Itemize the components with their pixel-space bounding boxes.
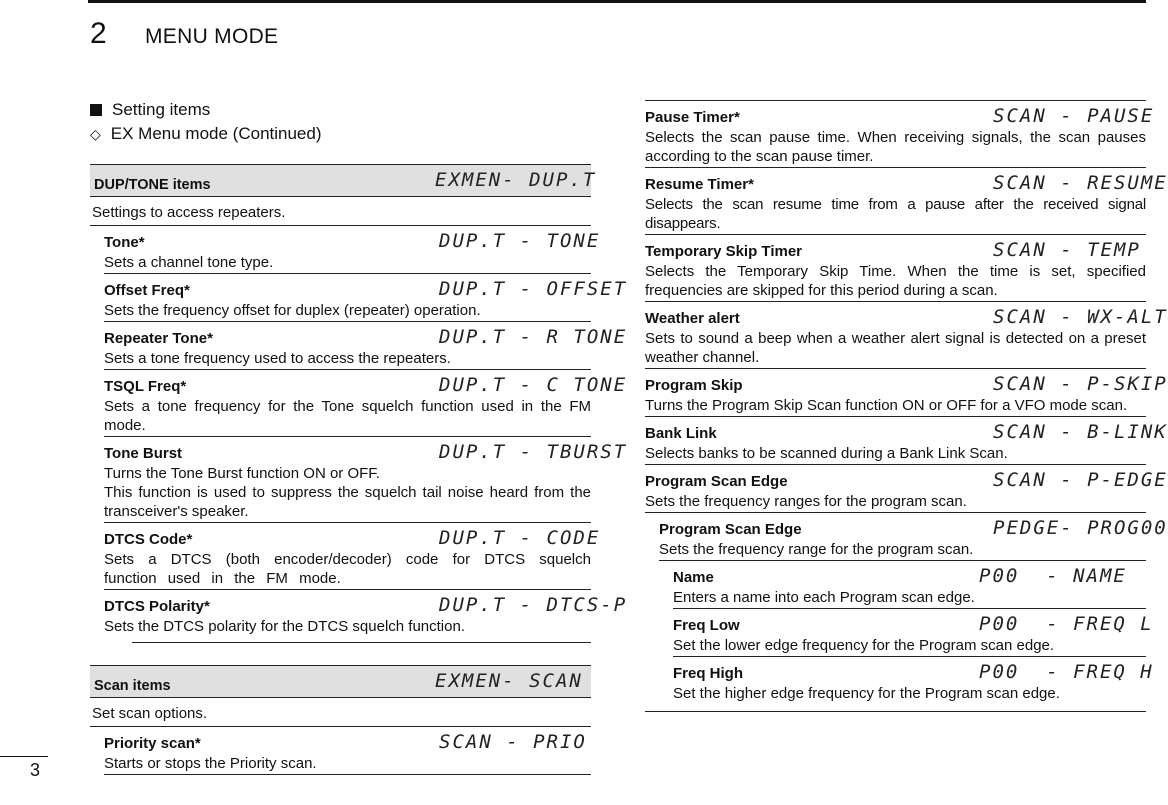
setting-name: Program Scan Edge <box>659 521 802 538</box>
section-end-rule <box>645 711 1146 712</box>
lcd-readout: SCAN - P-SKIP <box>993 373 1168 395</box>
setting-item-weather-alert <box>645 302 1168 369</box>
lcd-readout: P00 - NAME <box>979 565 1127 587</box>
setting-name: Temporary Skip Timer <box>645 243 803 260</box>
lcd-readout: SCAN - P-EDGE <box>993 469 1168 491</box>
setting-item-edge-freq-high <box>673 657 1154 711</box>
setting-item-resume-timer <box>645 168 1168 235</box>
setting-description: Set the higher edge frequency for the Program scan edge. <box>673 685 1060 702</box>
setting-name: Program Scan Edge <box>645 473 788 490</box>
left-column <box>90 164 628 797</box>
setting-name: Priority scan* <box>104 735 201 752</box>
setting-item-dtcs-code <box>104 523 601 590</box>
lcd-readout: SCAN - TEMP <box>993 239 1141 261</box>
lcd-readout: PEDGE- PROG00 <box>993 517 1168 539</box>
lcd-readout: SCAN - RESUME <box>993 172 1168 194</box>
setting-name: Pause Timer* <box>645 109 740 126</box>
setting-item-tsql-freq <box>104 370 628 437</box>
section-heading-text: Setting items <box>112 100 211 119</box>
lcd-readout: DUP.T - OFFSET <box>439 278 628 300</box>
setting-description: Selects banks to be scanned during a Bank Link Scan. <box>645 445 1008 462</box>
setting-description: Selects the scan resume time from a pause after the received signal disappears. <box>645 196 1146 232</box>
lcd-readout: EXMEN- DUP.T <box>435 169 597 191</box>
setting-description: Enters a name into each Program scan edge. <box>673 589 975 606</box>
setting-item-dtcs-polarity <box>104 590 628 642</box>
setting-name: DTCS Polarity* <box>104 598 210 615</box>
diamond-bullet-icon: ◇ <box>90 125 101 142</box>
setting-name: DTCS Code* <box>104 531 193 548</box>
setting-name: Freq High <box>673 665 743 682</box>
page-number: 3 <box>30 760 41 780</box>
setting-item-pause-timer <box>645 100 1155 168</box>
setting-item-edge-freq-low <box>673 609 1154 657</box>
lcd-readout: P00 - FREQ H <box>979 661 1154 683</box>
setting-name: Tone Burst <box>104 445 183 462</box>
setting-name: Tone* <box>104 234 145 251</box>
section-heading <box>90 100 210 120</box>
setting-description: Sets a channel tone type. <box>104 254 274 271</box>
square-bullet-icon <box>90 104 102 116</box>
chapter-title: MENU MODE <box>145 25 279 48</box>
setting-name: Bank Link <box>645 425 717 442</box>
setting-name: Program Skip <box>645 377 743 394</box>
setting-description: Sets the frequency range for the program scan. <box>659 541 974 558</box>
setting-item-program-skip <box>645 369 1168 417</box>
setting-name: Repeater Tone* <box>104 330 213 347</box>
scan-title: Scan items <box>94 678 171 694</box>
setting-description: Set the lower edge frequency for the Program scan edge. <box>673 637 1055 654</box>
subsection-heading-text: EX Menu mode (Continued) <box>110 124 322 143</box>
setting-description: Starts or stops the Priority scan. <box>104 755 317 772</box>
lcd-readout: DUP.T - TONE <box>439 230 601 252</box>
setting-name: TSQL Freq* <box>104 378 187 395</box>
dup-tone-header <box>90 164 597 197</box>
setting-description: Selects the scan pause time. When receiving signals, the scan pauses according to the scan pause timer. <box>645 129 1146 165</box>
top-rule <box>88 0 1146 3</box>
setting-description: Sets to sound a beep when a weather alert signal is detected on a preset weather channel. <box>645 330 1146 366</box>
setting-name: Resume Timer* <box>645 176 754 193</box>
lcd-readout: DUP.T - TBURST <box>439 441 628 463</box>
setting-description: Sets a DTCS (both encoder/decoder) code for DTCS squelch function used in the FM mode. <box>104 551 591 587</box>
setting-description: This function is used to suppress the squelch tail noise heard from the transceiver's speaker. <box>104 484 591 520</box>
right-column <box>645 100 1168 712</box>
subsection-heading <box>90 124 322 144</box>
lcd-readout: P00 - FREQ L <box>979 613 1154 635</box>
setting-name: Freq Low <box>673 617 740 634</box>
setting-description: Sets the frequency offset for duplex (repeater) operation. <box>104 302 481 319</box>
setting-name: Name <box>673 569 714 586</box>
setting-item-program-scan-edge <box>645 465 1168 513</box>
chapter-number: 2 <box>90 17 107 50</box>
lcd-readout: EXMEN- SCAN <box>435 670 583 692</box>
setting-description: Sets the DTCS polarity for the DTCS squelch function. <box>104 618 465 635</box>
scan-intro: Set scan options. <box>90 698 591 727</box>
setting-item-priority-scan <box>104 727 591 775</box>
lcd-readout: SCAN - PAUSE <box>993 105 1155 127</box>
dup-tone-title: DUP/TONE items <box>94 177 211 193</box>
setting-name: Offset Freq* <box>104 282 190 299</box>
setting-description: Turns the Tone Burst function ON or OFF. <box>104 465 380 482</box>
setting-item-temporary-skip-timer <box>645 235 1146 302</box>
setting-item-program-scan-edge-sub <box>659 513 1168 561</box>
lcd-readout: DUP.T - DTCS-P <box>439 594 628 616</box>
setting-item-offset-freq <box>104 274 628 322</box>
setting-item-tone-burst <box>104 437 628 523</box>
setting-description: Sets a tone frequency for the Tone squelch function used in the FM mode. <box>104 398 591 434</box>
setting-description: Sets the frequency ranges for the program scan. <box>645 493 967 510</box>
setting-item-repeater-tone <box>104 322 628 370</box>
scan-header <box>90 665 591 698</box>
lcd-readout: DUP.T - CODE <box>439 527 601 549</box>
setting-item-tone <box>104 226 601 274</box>
dup-tone-intro: Settings to access repeaters. <box>90 197 591 226</box>
setting-item-bank-link <box>645 417 1168 465</box>
scan-section <box>90 665 591 775</box>
lcd-readout: DUP.T - C TONE <box>439 374 628 396</box>
setting-description: Turns the Program Skip Scan function ON or OFF for a VFO mode scan. <box>645 397 1128 414</box>
setting-name: Weather alert <box>645 310 740 327</box>
page-number-rule <box>0 756 48 757</box>
lcd-readout: SCAN - WX-ALT <box>993 306 1168 328</box>
lcd-readout: SCAN - B-LINK <box>993 421 1168 443</box>
section-end-rule <box>132 642 591 643</box>
lcd-readout: DUP.T - R TONE <box>439 326 628 348</box>
setting-description: Selects the Temporary Skip Time. When the time is set, specified frequencies are skipped for this period during a scan. <box>645 263 1146 299</box>
lcd-readout: SCAN - PRIO <box>439 731 587 753</box>
setting-item-edge-name <box>673 561 1146 609</box>
dup-tone-section <box>90 164 628 643</box>
setting-description: Sets a tone frequency used to access the repeaters. <box>104 350 451 367</box>
